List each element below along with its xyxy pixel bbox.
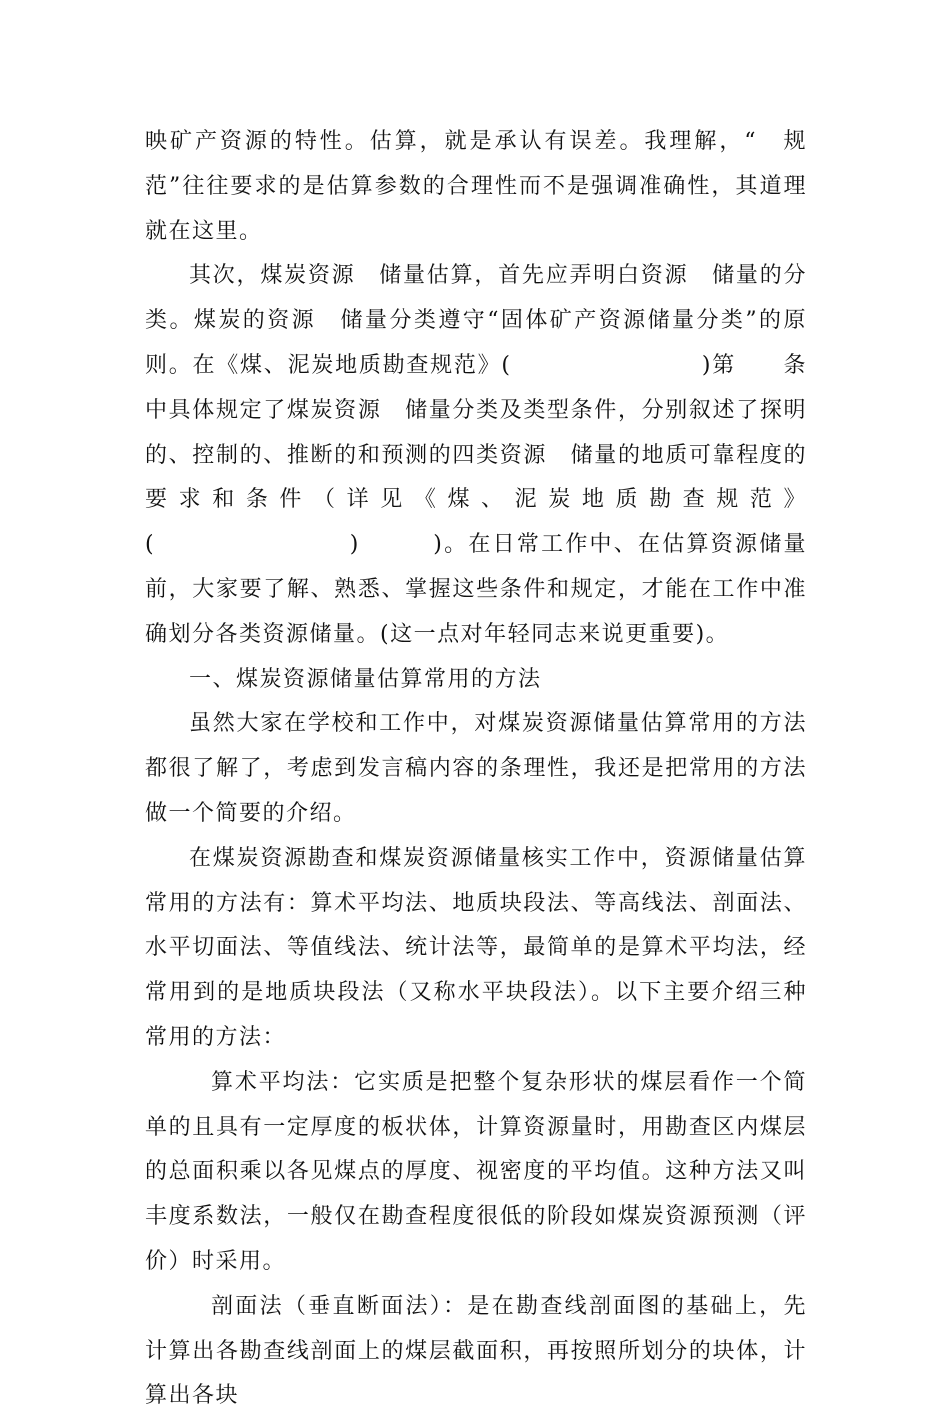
paragraph-methods-list: 在煤炭资源勘查和煤炭资源储量核实工作中，资源储量估算常用的方法有：算术平均法、地质块段法、等高线法、剖面法、水平切面法、等值线法、统计法等，最简单的是算术平均法，经常用到的是地质块段法（又称水平块段法）。以下主要介绍三种常用的方法： <box>145 845 807 1050</box>
body-text <box>145 120 807 1419</box>
paragraph-introduction: 虽然大家在学校和工作中，对煤炭资源储量估算常用的方法都很了解了，考虑到发言稿内容的条理性，我还是把常用的方法做一个简要的介绍。 <box>145 711 807 826</box>
paragraph-arithmetic-mean-method: 算术平均法：它实质是把整个复杂形状的煤层看作一个简单的且具有一定厚度的板状体，计算资源量时，用勘查区内煤层的总面积乘以各见煤点的厚度、视密度的平均值。这种方法又叫丰度系数法，一般仅在勘查程度很低的阶段如煤炭资源预测（评价）时采用。 <box>145 1069 807 1274</box>
paragraph-continuation: 映矿产资源的特性。估算，就是承认有误差。我理解，“ 规范”往往要求的是估算参数的合理性而不是强调准确性，其道理就在这里。 <box>145 129 807 244</box>
paragraph-classification: 其次，煤炭资源 储量估算，首先应弄明白资源 储量的分类。煤炭的资源 储量分类遵守“固体矿产资源储量分类”的原则。在《煤、泥炭地质勘查规范》( )第 条中具体规定了煤炭资源 储量分类及类型条件，分别叙述了探明的、控制的、推断的和预测的四类资源 储量的地质可靠程度的要求和条件（详见《煤、泥炭地质勘查规范》( ) )。在日常工作中、在估算资源储量前，大家要了解、熟悉、掌握这些条件和规定，才能在工作中准确划分各类资源储量。(这一点对年轻同志来说更重要)。 <box>145 263 807 647</box>
section-heading: 一、煤炭资源储量估算常用的方法 <box>189 666 542 692</box>
paragraph-section-method: 剖面法（垂直断面法）：是在勘查线剖面图的基础上，先计算出各勘查线剖面上的煤层截面积，再按照所划分的块体，计算出各块 <box>145 1293 807 1409</box>
